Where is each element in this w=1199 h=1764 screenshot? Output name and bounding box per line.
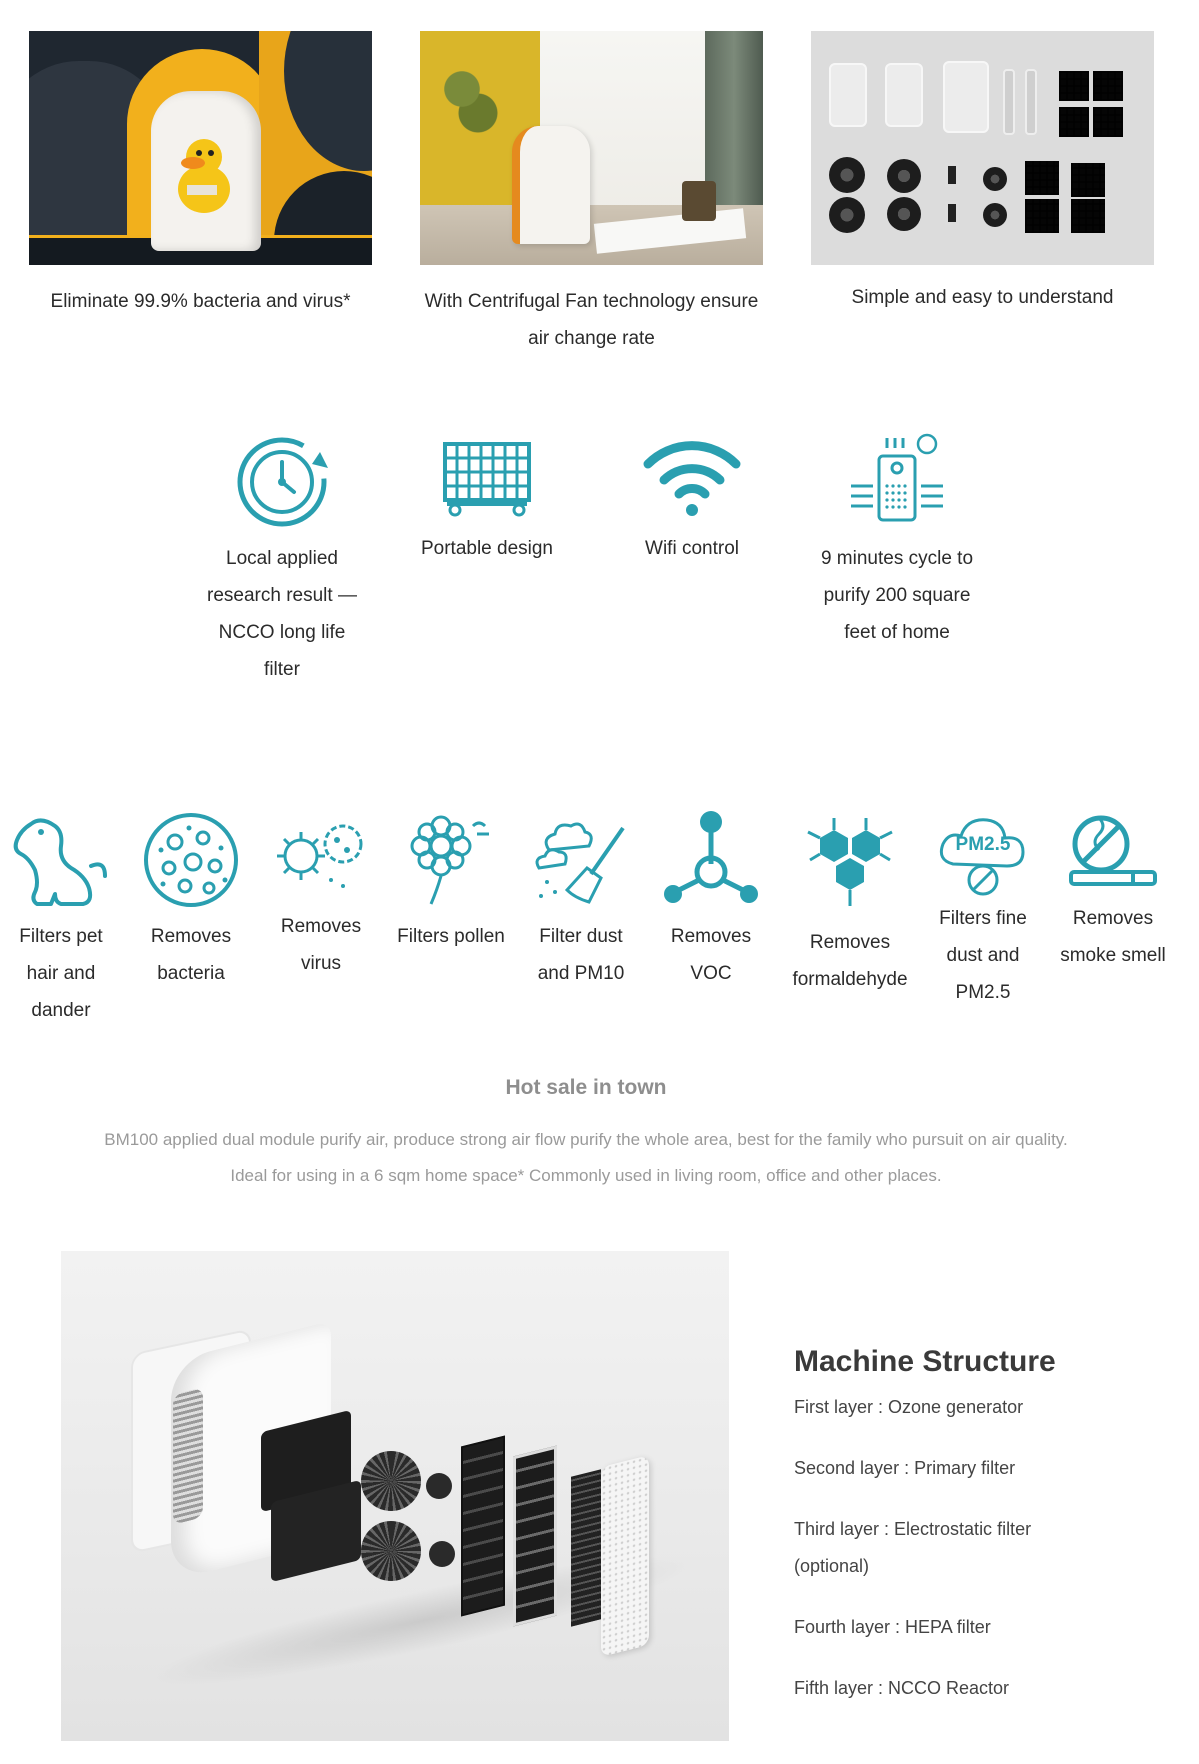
benefit-label: Removes bacteria [150,926,232,984]
benefit-label: Removes VOC [670,926,752,984]
benefit-smoke [1048,810,1178,974]
hot-sale-line-2: Ideal for using in a 6 sqm home space* Commonly used in living room, office and other places. [230,1166,942,1185]
clock-icon [232,430,332,530]
benefit-label: Filters pollen [397,926,505,947]
photo-row [0,31,1199,371]
feature-wifi [602,430,782,567]
photo-card-bacteria [29,31,372,320]
voc-icon [661,810,761,910]
purifier-room-photo [420,31,763,265]
photo-card-parts [811,31,1154,316]
dust-icon [531,810,631,910]
wifi-icon [642,430,742,520]
feature-label: 9 minutes cycle to purify 200 square feet of home [820,548,974,643]
benefit-label: Removes virus [280,916,362,974]
benefit-bacteria [126,810,256,992]
purifier-cycle-icon [847,430,947,530]
portable-icon [437,430,537,520]
machine-structure [794,1345,1174,1731]
virus-icon [271,810,371,900]
benefit-label: Removes smoke smell [1060,908,1166,966]
pm25-badge: PM2.5 [955,834,1011,855]
feature-cycle [807,430,987,651]
purifier-parts-photo [811,31,1154,265]
benefit-formaldehyde [780,810,920,998]
formaldehyde-icon [800,810,900,920]
hot-sale-title: Hot sale in town [505,1076,667,1099]
benefit-voc [646,810,776,992]
photo-caption: Simple and easy to understand [851,287,1114,308]
benefit-label: Filter dust and PM10 [537,926,625,984]
purifier-yellow-photo [29,31,372,265]
photo-caption: With Centrifugal Fan technology ensure air change rate [424,291,759,349]
hot-sale-description [0,1122,1172,1194]
structure-layer: Second layer : Primary filter [794,1458,1016,1478]
pet-icon [11,810,111,910]
feature-label: Wifi control [645,538,739,559]
benefit-label: Filters fine dust and PM2.5 [939,908,1027,1003]
benefit-pm25 [918,810,1048,1011]
pm25-icon [933,810,1033,900]
photo-card-centrifugal [420,31,763,357]
bacteria-icon [141,810,241,910]
feature-portable [397,430,577,567]
benefit-label: Removes formaldehyde [792,932,908,990]
hot-sale-line-1: BM100 applied dual module purify air, produce strong air flow purify the whole area, best for the family who pursuit on air quality. [104,1130,1068,1149]
structure-title: Machine Structure [794,1345,1056,1378]
pollen-icon [401,810,501,910]
feature-row [0,430,1199,700]
benefit-label: Filters pet hair and dander [19,926,103,1021]
exploded-view-photo [61,1251,729,1741]
benefit-pollen [386,810,516,955]
benefit-virus [256,810,386,982]
benefit-row [0,810,1199,1040]
structure-layer: First layer : Ozone generator [794,1397,1024,1417]
structure-layer: Fifth layer : NCCO Reactor [794,1678,1010,1698]
structure-layer: Third layer : Electrostatic filter (optional) [794,1519,1032,1576]
benefit-dust [516,810,646,992]
feature-label: Local applied research result — NCCO long life filter [207,548,357,680]
benefit-pet [0,810,126,1029]
feature-ncco-filter [192,430,372,688]
smoke-icon [1063,810,1163,900]
photo-caption: Eliminate 99.9% bacteria and virus* [50,291,351,312]
feature-label: Portable design [420,538,554,559]
structure-layer: Fourth layer : HEPA filter [794,1617,991,1637]
